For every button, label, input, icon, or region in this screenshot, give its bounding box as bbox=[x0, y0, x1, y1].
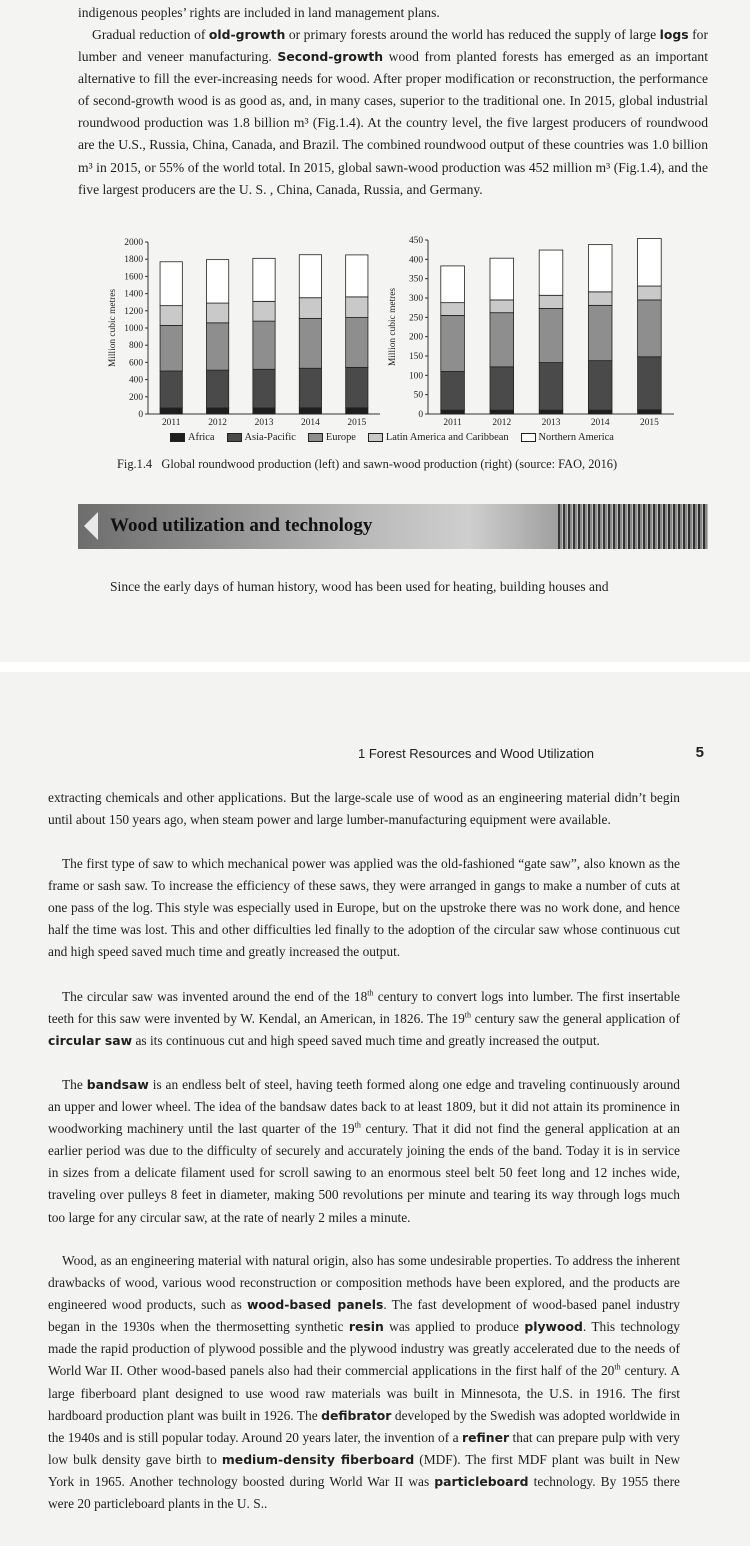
text-run: century to convert logs into lumber. The first insertable teeth for this saw were invented by W. Kendal, an American, in 1826. The 19 bbox=[48, 989, 680, 1027]
x-tick-label: 2015 bbox=[347, 418, 367, 428]
y-tick-label: 200 bbox=[408, 332, 423, 343]
figure-caption: Fig.1.4 Global roundwood production (left) and sawn-wood production (right) (source: FAO, 2016) bbox=[117, 457, 618, 471]
text-run: is an endless belt of steel, having teeth formed along one edge and traveling continuously around an upper and lower wheel. The idea of the bandsaw dates back to at least 1809, but it did not attain its prominence in woodworking machinery until the last quarter of the 19 bbox=[48, 1077, 680, 1137]
y-tick-label: 2000 bbox=[124, 238, 143, 248]
section-banner bbox=[78, 504, 708, 549]
bar-segment-latin-america-and-caribbean bbox=[346, 297, 368, 318]
sawnwood-chart bbox=[388, 232, 682, 432]
bar-segment-europe bbox=[346, 318, 368, 368]
bar-segment-latin-america-and-caribbean bbox=[638, 286, 662, 300]
text-run: or primary forests around the world has reduced the supply of large bbox=[285, 27, 660, 42]
paragraph-early-days: Since the early days of human history, wood has been used for heating, building houses and bbox=[110, 579, 609, 594]
bar-segment-asia-pacific bbox=[346, 367, 368, 407]
x-tick-label: 2013 bbox=[541, 418, 561, 428]
y-tick-label: 150 bbox=[408, 352, 423, 362]
keyword-circular-saw: circular saw bbox=[48, 1033, 133, 1049]
bar-segment-africa bbox=[346, 408, 368, 414]
bar-segment-africa bbox=[299, 408, 321, 414]
text-run: The circular saw was invented around the end of the 18 bbox=[62, 989, 368, 1004]
bar-segment-latin-america-and-caribbean bbox=[588, 292, 612, 306]
bar-segment-northern-america bbox=[490, 258, 514, 300]
bar-segment-latin-america-and-caribbean bbox=[299, 298, 321, 319]
bar-segment-africa bbox=[160, 408, 182, 414]
chart-legend bbox=[170, 432, 614, 443]
bar-segment-africa bbox=[638, 410, 662, 414]
bar-segment-asia-pacific bbox=[441, 371, 465, 410]
y-tick-label: 800 bbox=[128, 341, 143, 352]
x-tick-label: 2014 bbox=[301, 418, 320, 428]
keyword-old-growth: old-growth bbox=[208, 27, 286, 42]
y-tick-label: 600 bbox=[128, 358, 143, 369]
bar-segment-northern-america bbox=[588, 245, 612, 292]
x-tick-label: 2012 bbox=[208, 418, 227, 428]
y-tick-label: 1000 bbox=[124, 324, 143, 334]
section-title: Wood utilization and technology bbox=[110, 515, 373, 536]
y-tick-label: 450 bbox=[408, 236, 423, 246]
running-head: 1 Forest Resources and Wood Utilization bbox=[358, 746, 595, 761]
x-tick-label: 2015 bbox=[640, 418, 659, 428]
text-run: The bbox=[62, 1077, 87, 1092]
y-tick-label: 250 bbox=[408, 313, 423, 324]
paragraph-old-growth bbox=[78, 24, 708, 201]
y-tick-label: 300 bbox=[408, 294, 423, 304]
y-tick-label: 200 bbox=[128, 392, 143, 403]
bar-segment-northern-america bbox=[160, 262, 182, 306]
text-run: Wood, as an engineering material with natural origin, also has some undesirable properties. To address the inherent drawbacks of wood, various wood reconstruction or composition methods have been explored, and the products are engineered wood products, such as bbox=[48, 1253, 680, 1313]
legend-label: Europe bbox=[325, 432, 356, 443]
legend-swatch bbox=[227, 433, 242, 442]
bar-segment-northern-america bbox=[539, 250, 563, 295]
bar-segment-northern-america bbox=[299, 255, 321, 298]
legend-label: Africa bbox=[188, 432, 215, 443]
superscript: th bbox=[464, 1010, 472, 1020]
bar-segment-africa bbox=[490, 410, 514, 414]
book-page-top bbox=[0, 0, 750, 662]
paragraph-engineered-wood bbox=[48, 1250, 680, 1515]
bar-segment-africa bbox=[539, 410, 563, 414]
legend-swatch bbox=[308, 433, 323, 442]
text-run: century. A large fiberboard plant designed to use wood raw materials was built in Minnesota, the U.S. in 1916. The first hardboard production plant was built in 1926. The bbox=[48, 1363, 680, 1423]
legend-item-asia-pacific bbox=[227, 432, 296, 443]
legend-swatch bbox=[170, 433, 185, 442]
text-run: Gradual reduction of bbox=[92, 27, 209, 42]
text-run: (MDF). The first MDF plant was built in New York in 1965. Another technology boosted during World War II was bbox=[48, 1451, 680, 1489]
y-tick-label: 400 bbox=[408, 255, 423, 266]
bar-segment-asia-pacific bbox=[160, 371, 182, 408]
legend-label: Latin America and Caribbean bbox=[385, 432, 509, 443]
text-run: technology. By 1955 there were 20 particleboard plants in the U. S.. bbox=[48, 1473, 680, 1512]
bar-segment-asia-pacific bbox=[253, 369, 275, 408]
bar-segment-northern-america bbox=[206, 260, 228, 303]
bar-segment-europe bbox=[160, 325, 182, 371]
x-tick-label: 2014 bbox=[590, 418, 610, 428]
text-run: . The fast development of wood-based panel industry began in the 1930s when the thermosetting synthetic bbox=[48, 1297, 680, 1335]
legend-swatch bbox=[368, 433, 383, 442]
keyword-bandsaw: bandsaw bbox=[86, 1077, 149, 1092]
bar-segment-northern-america bbox=[346, 255, 368, 297]
y-tick-label: 100 bbox=[408, 371, 423, 382]
text-run: as its continuous cut and high speed saved much time and greatly increased the output. bbox=[132, 1033, 600, 1049]
superscript: th bbox=[354, 1120, 361, 1130]
bar-segment-northern-america bbox=[441, 266, 465, 303]
superscript: th bbox=[614, 1363, 621, 1372]
keyword-logs: logs bbox=[659, 27, 689, 42]
bar-segment-europe bbox=[638, 300, 662, 357]
paragraph-gate-saw: The first type of saw to which mechanical power was applied was the old-fashioned “gate saw”, also known as the frame or sash saw. To increase the efficiency of these saws, they were arranged in gangs to make a number of cuts at one pass of the log. This style was especially used in Europe, but on the upstroke there was no work done, and hence half the time was lost. This and other difficulties led finally to the adoption of the circular saw whose continuous cut and high speed saved much time and greatly increased the output. bbox=[48, 856, 680, 960]
bar-segment-asia-pacific bbox=[490, 367, 514, 410]
text-run: that can prepare pulp with very low bulk density gave birth to bbox=[48, 1429, 680, 1467]
keyword-defibrator: defibrator bbox=[321, 1407, 392, 1423]
y-tick-label: 1400 bbox=[124, 289, 143, 300]
bar-segment-africa bbox=[206, 408, 228, 414]
text-run: century. That it did not find the general application at an earlier period was due to the difficulty of securely and accurately joining the ends of the band. Today it is in service in sizes from a delicate filament used for scroll sawing to an enormous steel belt 50 feet long and 12 inches wide, traveling over pulleys 8 feet in diameter, making 500 revolutions per minute and tearing its way through logs much too large for any circular saw, at the rate of nearly 2 miles a minute. bbox=[48, 1121, 680, 1225]
y-tick-label: 0 bbox=[418, 410, 423, 420]
bar-segment-europe bbox=[588, 305, 612, 360]
bar-segment-latin-america-and-caribbean bbox=[441, 303, 465, 316]
y-axis-label: Million cubic metres bbox=[108, 288, 118, 368]
bar-segment-asia-pacific bbox=[539, 363, 563, 411]
bar-segment-africa bbox=[253, 408, 275, 414]
bar-segment-asia-pacific bbox=[588, 361, 612, 410]
bar-segment-latin-america-and-caribbean bbox=[490, 300, 514, 313]
bar-segment-africa bbox=[441, 410, 465, 414]
y-tick-label: 1600 bbox=[124, 272, 143, 283]
wood-rings-decoration bbox=[558, 504, 708, 549]
paragraph-indigenous: indigenous peoples’ rights are included in land management plans. bbox=[78, 5, 440, 20]
bar-segment-africa bbox=[588, 410, 612, 414]
y-tick-label: 1200 bbox=[124, 306, 143, 317]
keyword-particleboard: particleboard bbox=[434, 1473, 529, 1489]
y-tick-label: 1800 bbox=[124, 255, 143, 266]
legend-item-latin-america bbox=[368, 432, 509, 443]
bar-segment-asia-pacific bbox=[299, 368, 321, 408]
sawnwood-chart-svg bbox=[388, 232, 682, 432]
x-tick-label: 2012 bbox=[492, 418, 512, 428]
x-tick-label: 2011 bbox=[443, 418, 462, 428]
x-tick-label: 2011 bbox=[161, 418, 181, 428]
keyword-refiner: refiner bbox=[462, 1429, 510, 1445]
legend-swatch bbox=[521, 433, 536, 442]
keyword-second-growth: Second-growth bbox=[277, 49, 384, 65]
keyword-mdf: medium-density fiberboard bbox=[221, 1451, 415, 1467]
bar-segment-latin-america-and-caribbean bbox=[206, 303, 228, 323]
bar-segment-latin-america-and-caribbean bbox=[539, 295, 563, 308]
bar-segment-europe bbox=[206, 323, 228, 370]
x-tick-label: 2013 bbox=[254, 418, 274, 428]
y-axis-label: Million cubic metres bbox=[388, 287, 398, 367]
bar-segment-latin-america-and-caribbean bbox=[160, 306, 182, 326]
keyword-resin: resin bbox=[348, 1319, 384, 1335]
superscript: th bbox=[367, 988, 374, 998]
text-run: . This technology made the rapid production of plywood possible and the plywood industry was greatly accelerated due to the needs of World War II. Other wood-based panels also had their commercial applications in the first half of the 20 bbox=[48, 1319, 680, 1379]
y-tick-label: 400 bbox=[128, 375, 143, 386]
legend-item-europe bbox=[308, 432, 356, 443]
text-run: developed by the Swedish was adopted worldwide in the 1940s and is still popular today. Around 20 years later, the invention of a bbox=[48, 1407, 680, 1445]
bar-segment-asia-pacific bbox=[638, 357, 662, 410]
bar-segment-europe bbox=[490, 313, 514, 367]
text-run: was applied to produce bbox=[383, 1319, 525, 1335]
chevron-left-icon bbox=[84, 512, 98, 540]
text-run: century saw the general application of bbox=[471, 1011, 680, 1027]
keyword-plywood: plywood bbox=[524, 1319, 583, 1335]
page-number: 5 bbox=[695, 744, 704, 761]
bar-segment-asia-pacific bbox=[206, 370, 228, 408]
bar-segment-europe bbox=[441, 315, 465, 371]
legend-label: Northern America bbox=[538, 432, 614, 443]
text-run: wood from planted forests has emerged as an important alternative to fill the ever-increasing needs for wood. After proper modification or reconstruction, the performance of second-growth wood is as good as, and, in many cases, superior to the traditional one. In 2015, global industrial roundwood production was 1.8 billion m³ (Fig.1.4). At the country level, the five largest producers of roundwood are the U.S., Russia, China, Canada, and Brazil. The combined roundwood output of these countries was 1.0 billion m³ in 2015, or 55% of the world total. In 2015, global sawn-wood production was 452 million m³ (Fig.1.4), and the five largest producers are the U. S. , China, Canada, Russia, and Germany. bbox=[78, 49, 708, 197]
y-tick-label: 50 bbox=[413, 390, 423, 401]
y-tick-label: 350 bbox=[408, 274, 423, 285]
bar-segment-europe bbox=[299, 318, 321, 368]
bar-segment-latin-america-and-caribbean bbox=[253, 301, 275, 321]
paragraph-bandsaw bbox=[48, 1074, 680, 1229]
roundwood-chart-svg bbox=[104, 232, 384, 432]
paragraph-extracting: extracting chemicals and other applications. But the large-scale use of wood as an engineering material didn’t begin until about 150 years ago, when steam power and large lumber-manufacturing equipment were available. bbox=[48, 790, 680, 828]
keyword-wood-based-panels: wood-based panels bbox=[246, 1297, 384, 1313]
bar-segment-europe bbox=[253, 321, 275, 369]
bar-segment-northern-america bbox=[638, 238, 662, 286]
page-gap bbox=[0, 662, 750, 672]
legend-label: Asia-Pacific bbox=[244, 432, 296, 443]
roundwood-chart bbox=[104, 232, 384, 432]
bar-segment-europe bbox=[539, 308, 563, 362]
text-run: for lumber and veneer manufacturing. bbox=[78, 27, 708, 65]
paragraph-circular-saw bbox=[48, 986, 680, 1052]
book-page-bottom bbox=[0, 672, 750, 1546]
legend-item-africa bbox=[170, 432, 215, 443]
y-tick-label: 0 bbox=[138, 410, 143, 420]
bar-segment-northern-america bbox=[253, 258, 275, 301]
legend-item-northern-america bbox=[521, 432, 614, 443]
